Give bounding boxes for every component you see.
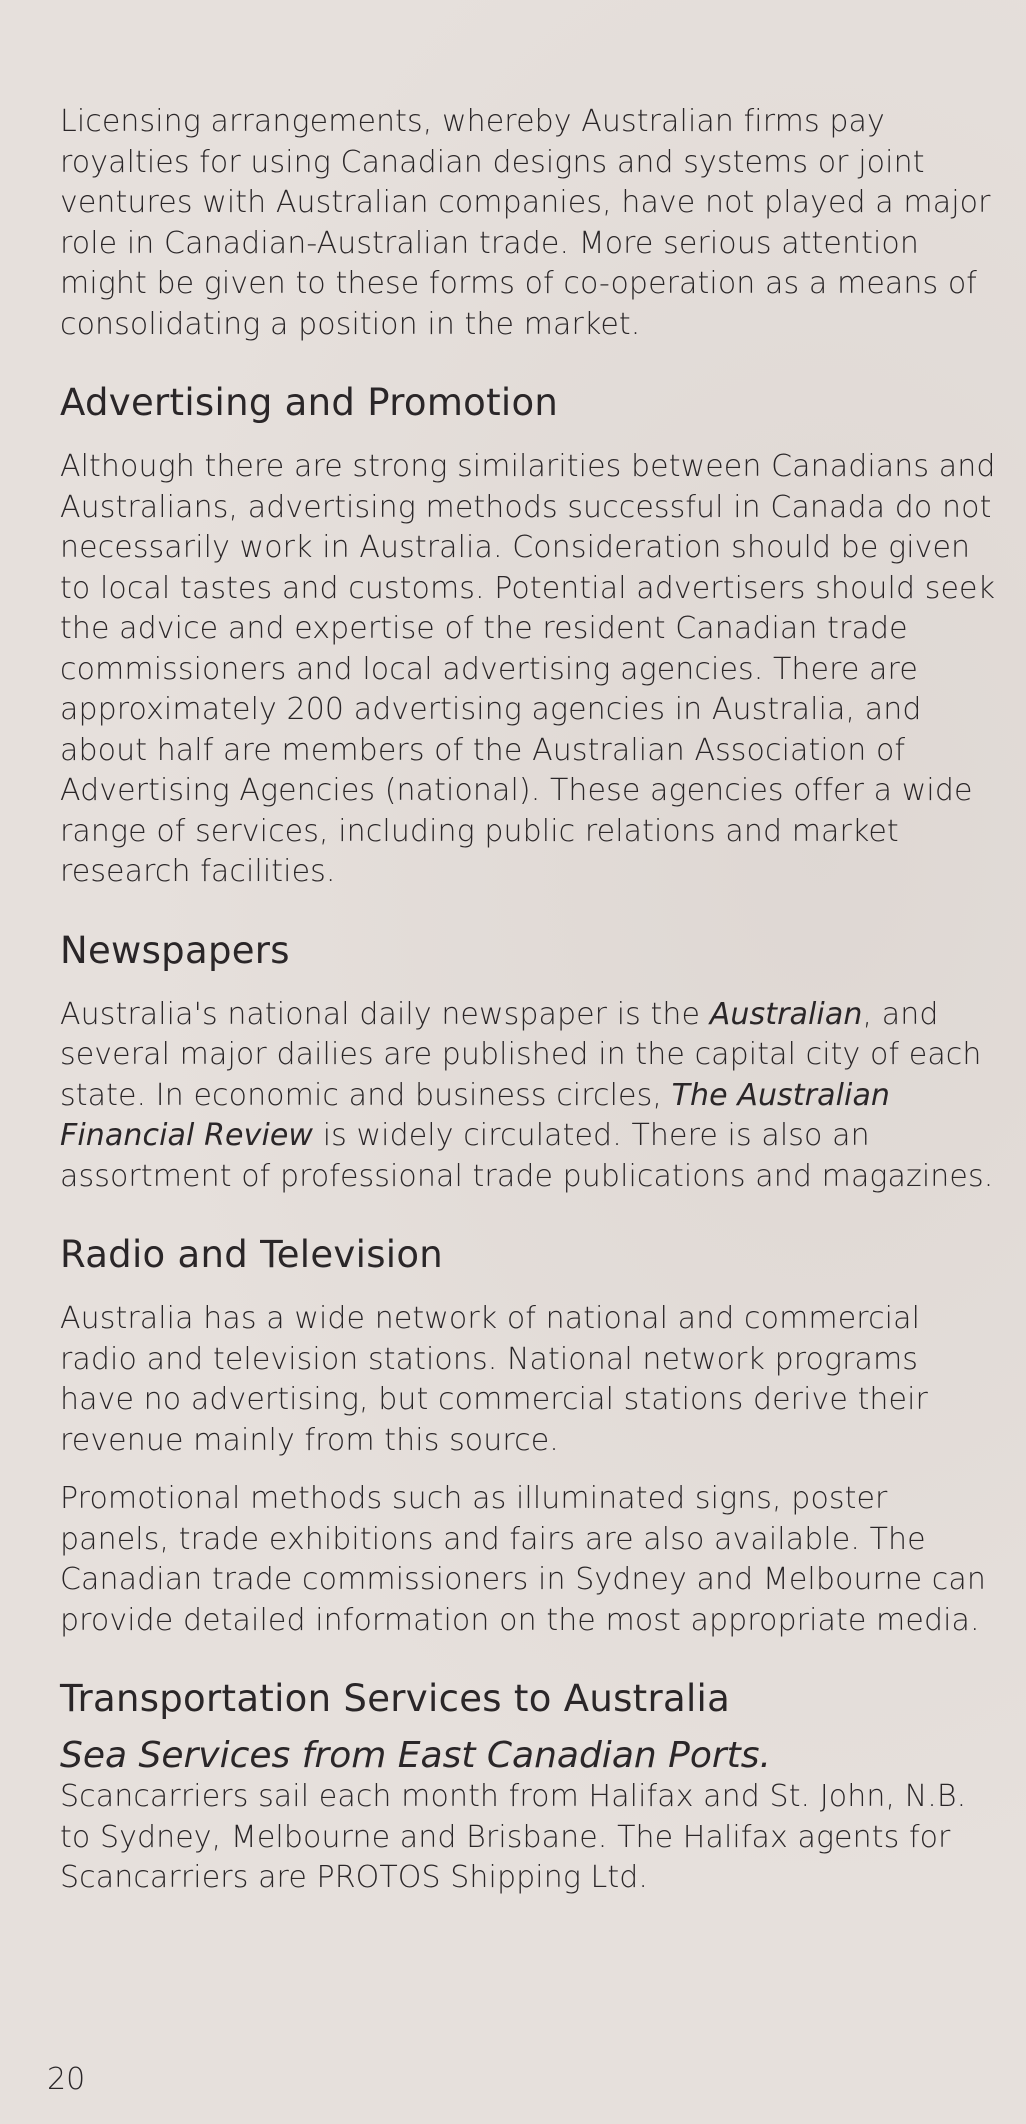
page-content <box>60 102 1000 1899</box>
radio-paragraph-1: Australia has a wide network of national and commercial radio and television stations. National network programs have no advertising, but commercial stations derive their revenue mainly from this source. <box>60 1301 928 1458</box>
advertising-heading: Advertising and Promotion <box>60 381 559 424</box>
advertising-paragraph: Although there are strong similarities between Canadians and Australians, advertising methods successful in Canada do not necessarily work in Australia. Consideration should be given to local tastes and customs. Potential advertisers should seek the advice and expertise of the resident Canadian trade commissioners and local advertising agencies. There are approximately 200 advertising agencies in Australia, and about half are members of the Australian Association of Advertising Agencies (national). These agencies offer a wide range of services, including public relations and market research facilities. <box>60 449 996 889</box>
radio-heading: Radio and Television <box>60 1233 444 1276</box>
newspaper-title-financial-review: The Australian Financial Review <box>60 1077 891 1153</box>
newspapers-paragraph <box>60 995 1000 1198</box>
transportation-paragraph: Scancarriers sail each month from Halifax and St. John, N.B. to Sydney, Melbourne and Brisbane. The Halifax agents for Scancarriers are PROTOS Shipping Ltd. <box>60 1779 967 1895</box>
newspapers-text-2: , and several major dailies are published in the capital city of each state. In economic and business circles, <box>60 996 982 1113</box>
sea-services-subheading: Sea Services from East Canadian Ports. <box>60 1735 771 1776</box>
newspapers-heading: Newspapers <box>60 928 290 972</box>
intro-paragraph: Licensing arrangements, whereby Australian firms pay royalties for using Canadian designs and systems or joint ventures with Australian companies, have not played a major role in Canadian-Australian trade. More serious attention might be given to these forms of co-operation as a means of consolidating a position in the market. <box>60 104 991 342</box>
newspapers-text-1: Australia's national daily newspaper is the <box>60 996 710 1032</box>
newspapers-text-3: is widely circulated. There is also an assortment of professional trade publications and magazines. <box>60 1118 994 1194</box>
newspaper-title-australian: Australian <box>709 996 863 1032</box>
transportation-heading: Transportation Services to Australia <box>60 1677 731 1720</box>
page-number: 20 <box>47 2062 86 2097</box>
radio-paragraph-2: Promotional methods such as illuminated signs, poster panels, trade exhibitions and fairs are also available. The Canadian trade commissioners in Sydney and Melbourne can provide detailed information on the most appropriate media. <box>60 1481 986 1638</box>
